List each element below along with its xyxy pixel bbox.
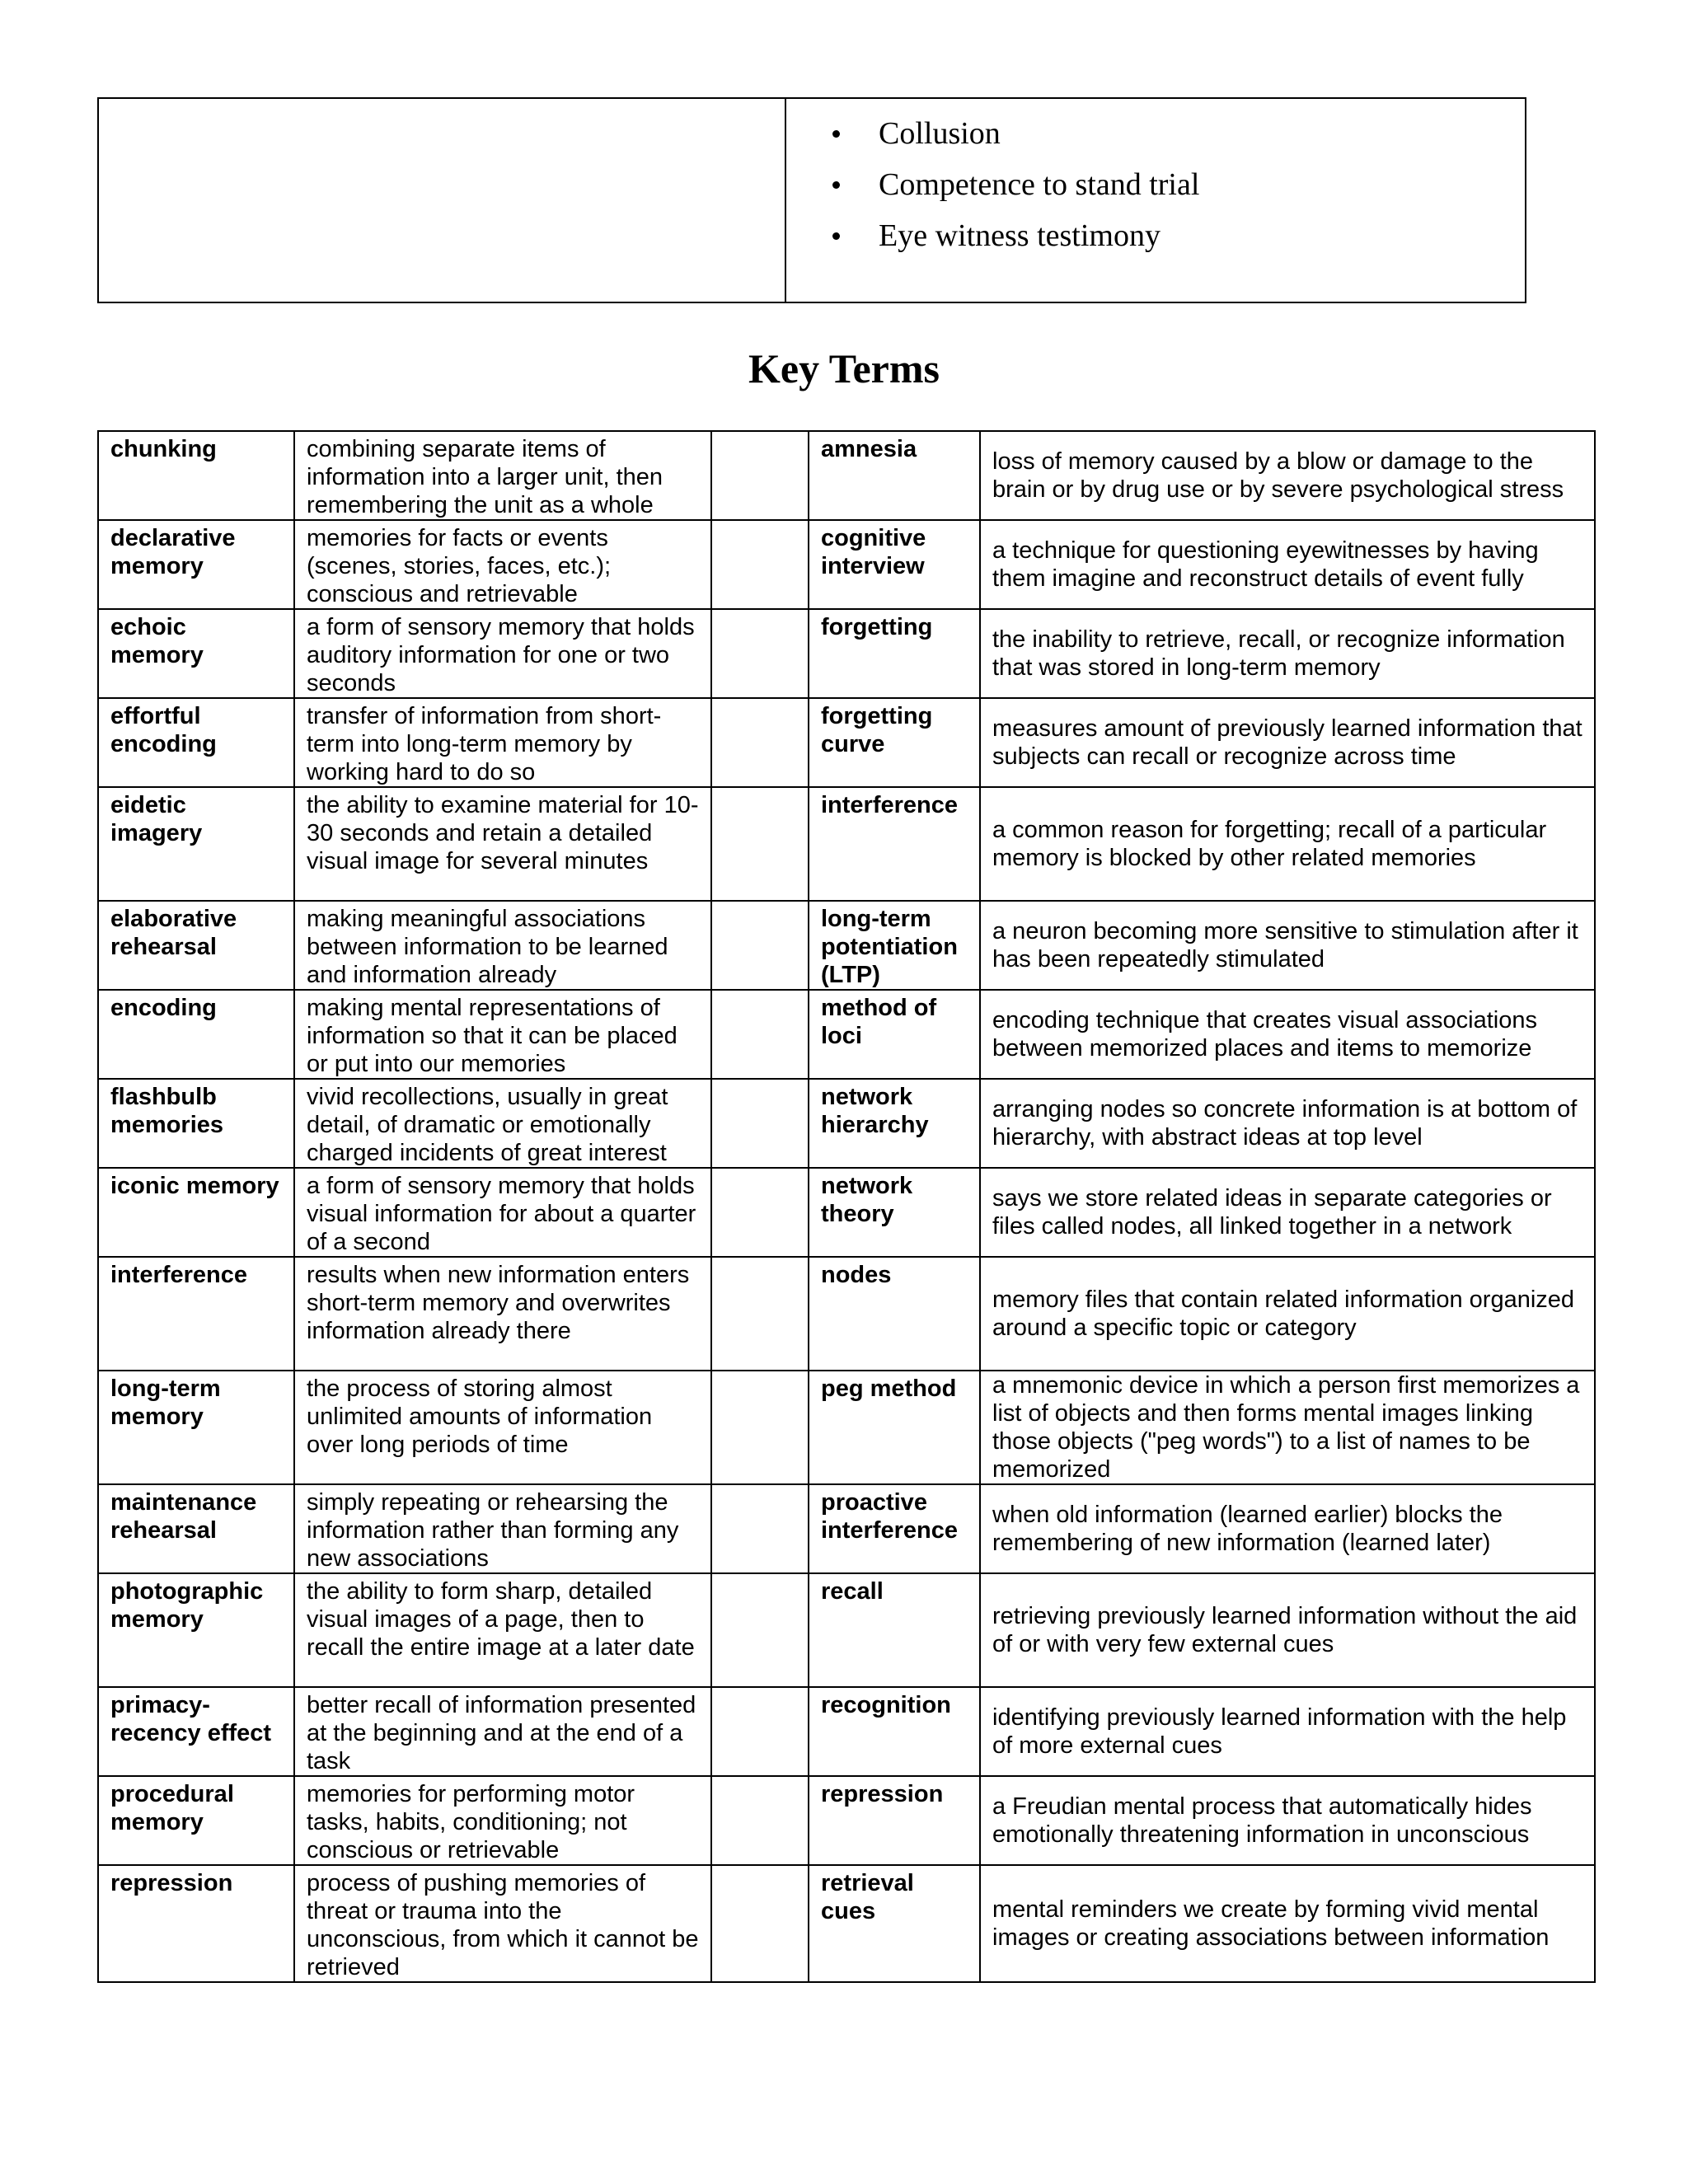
bullet-item (879, 165, 1525, 216)
spacer-cell (711, 1865, 809, 1982)
definition-cell: memories for performing motor tasks, habits, conditioning; not conscious or retrievable (294, 1776, 711, 1865)
spacer-cell (711, 1484, 809, 1573)
spacer-cell (711, 609, 809, 698)
term-cell: long-term potentiation (LTP) (809, 901, 980, 990)
spacer-cell (711, 787, 809, 901)
spacer-cell (711, 1257, 809, 1371)
term-row (98, 1687, 1595, 1776)
spacer-cell (711, 1168, 809, 1257)
definition-cell: the process of storing almost unlimited amounts of information over long periods of time (294, 1371, 711, 1484)
key-terms-table (97, 430, 1596, 1983)
term-cell: encoding (98, 990, 294, 1079)
top-table (97, 97, 1526, 303)
term-row (98, 990, 1595, 1079)
spacer-cell (711, 1687, 809, 1776)
definition-cell: making mental representations of information so that it can be placed or put into our memories (294, 990, 711, 1079)
definition-cell: arranging nodes so concrete information is at bottom of hierarchy, with abstract ideas at top level (980, 1079, 1595, 1168)
term-cell: amnesia (809, 431, 980, 520)
bullet-text: Eye witness testimony (879, 218, 1160, 253)
definition-cell: when old information (learned earlier) blocks the remembering of new information (learned later) (980, 1484, 1595, 1573)
definition-cell: a neuron becoming more sensitive to stimulation after it has been repeatedly stimulated (980, 901, 1595, 990)
bullet-icon (832, 130, 840, 138)
bullet-text: Collusion (879, 116, 1001, 151)
bullet-icon (832, 181, 840, 189)
term-cell: photographic memory (98, 1573, 294, 1687)
term-cell: forgetting (809, 609, 980, 698)
spacer-cell (711, 1371, 809, 1484)
term-cell: iconic memory (98, 1168, 294, 1257)
term-row (98, 520, 1595, 609)
definition-cell: transfer of information from short-term into long-term memory by working hard to do so (294, 698, 711, 787)
definition-cell: the inability to retrieve, recall, or recognize information that was stored in long-term memory (980, 609, 1595, 698)
definition-cell: memories for facts or events (scenes, stories, faces, etc.); conscious and retrievable (294, 520, 711, 609)
term-row (98, 1079, 1595, 1168)
definition-cell: memory files that contain related information organized around a specific topic or category (980, 1257, 1595, 1371)
term-cell: maintenance rehearsal (98, 1484, 294, 1573)
bullet-item (879, 216, 1525, 267)
term-row (98, 1257, 1595, 1371)
term-row (98, 1484, 1595, 1573)
term-cell: declarative memory (98, 520, 294, 609)
term-row (98, 1865, 1595, 1982)
definition-cell: vivid recollections, usually in great detail, of dramatic or emotionally charged incidents of great interest (294, 1079, 711, 1168)
definition-cell: a form of sensory memory that holds visual information for about a quarter of a second (294, 1168, 711, 1257)
term-row (98, 1573, 1595, 1687)
bullet-icon (832, 232, 840, 240)
term-cell: effortful encoding (98, 698, 294, 787)
definition-cell: a common reason for forgetting; recall of a particular memory is blocked by other related memories (980, 787, 1595, 901)
term-cell: method of loci (809, 990, 980, 1079)
term-cell: procedural memory (98, 1776, 294, 1865)
term-cell: interference (809, 787, 980, 901)
term-cell: repression (809, 1776, 980, 1865)
spacer-cell (711, 698, 809, 787)
term-cell: peg method (809, 1371, 980, 1484)
definition-cell: the ability to examine material for 10-30 seconds and retain a detailed visual image for several minutes (294, 787, 711, 901)
spacer-cell (711, 1776, 809, 1865)
definition-cell: identifying previously learned information with the help of more external cues (980, 1687, 1595, 1776)
term-cell: repression (98, 1865, 294, 1982)
term-cell: network theory (809, 1168, 980, 1257)
term-cell: chunking (98, 431, 294, 520)
definition-cell: the ability to form sharp, detailed visual images of a page, then to recall the entire image at a later date (294, 1573, 711, 1687)
term-cell: flashbulb memories (98, 1079, 294, 1168)
definition-cell: a mnemonic device in which a person first memorizes a list of objects and then forms mental images linking those objects ("peg words") to a list of names to be memorized (980, 1371, 1595, 1484)
term-cell: cognitive interview (809, 520, 980, 609)
term-row (98, 609, 1595, 698)
definition-cell: loss of memory caused by a blow or damage to the brain or by drug use or by severe psychological stress (980, 431, 1595, 520)
definition-cell: a Freudian mental process that automatically hides emotionally threatening information in unconscious (980, 1776, 1595, 1865)
definition-cell: better recall of information presented at the beginning and at the end of a task (294, 1687, 711, 1776)
term-cell: interference (98, 1257, 294, 1371)
spacer-cell (711, 431, 809, 520)
term-row (98, 787, 1595, 901)
term-cell: recall (809, 1573, 980, 1687)
term-row (98, 1168, 1595, 1257)
spacer-cell (711, 1079, 809, 1168)
definition-cell: simply repeating or rehearsing the information rather than forming any new associations (294, 1484, 711, 1573)
term-row (98, 1371, 1595, 1484)
term-cell: forgetting curve (809, 698, 980, 787)
spacer-cell (711, 990, 809, 1079)
term-cell: proactive interference (809, 1484, 980, 1573)
term-cell: eidetic imagery (98, 787, 294, 901)
spacer-cell (711, 901, 809, 990)
definition-cell: measures amount of previously learned information that subjects can recall or recognize across time (980, 698, 1595, 787)
term-cell: network hierarchy (809, 1079, 980, 1168)
term-row (98, 1776, 1595, 1865)
term-cell: nodes (809, 1257, 980, 1371)
definition-cell: a technique for questioning eyewitnesses by having them imagine and reconstruct details of event fully (980, 520, 1595, 609)
term-row (98, 901, 1595, 990)
definition-cell: retrieving previously learned information without the aid of or with very few external cues (980, 1573, 1595, 1687)
bullet-item (879, 114, 1525, 165)
page-heading: Key Terms (748, 345, 940, 391)
top-table-right-cell (786, 99, 1525, 302)
definition-cell: results when new information enters short-term memory and overwrites information already there (294, 1257, 711, 1371)
bullet-text: Competence to stand trial (879, 167, 1200, 202)
term-cell: elaborative rehearsal (98, 901, 294, 990)
top-table-left-cell (99, 99, 786, 302)
spacer-cell (711, 1573, 809, 1687)
definition-cell: combining separate items of information into a larger unit, then remembering the unit as a whole (294, 431, 711, 520)
term-cell: retrieval cues (809, 1865, 980, 1982)
term-row (98, 698, 1595, 787)
definition-cell: encoding technique that creates visual associations between memorized places and items to memorize (980, 990, 1595, 1079)
term-cell: primacy-recency effect (98, 1687, 294, 1776)
term-cell: recognition (809, 1687, 980, 1776)
definition-cell: mental reminders we create by forming vivid mental images or creating associations between information (980, 1865, 1595, 1982)
definition-cell: making meaningful associations between information to be learned and information already (294, 901, 711, 990)
term-row (98, 431, 1595, 520)
definition-cell: process of pushing memories of threat or trauma into the unconscious, from which it cannot be retrieved (294, 1865, 711, 1982)
spacer-cell (711, 520, 809, 609)
bullet-list (786, 99, 1525, 267)
definition-cell: says we store related ideas in separate categories or files called nodes, all linked together in a network (980, 1168, 1595, 1257)
term-cell: long-term memory (98, 1371, 294, 1484)
definition-cell: a form of sensory memory that holds auditory information for one or two seconds (294, 609, 711, 698)
term-cell: echoic memory (98, 609, 294, 698)
